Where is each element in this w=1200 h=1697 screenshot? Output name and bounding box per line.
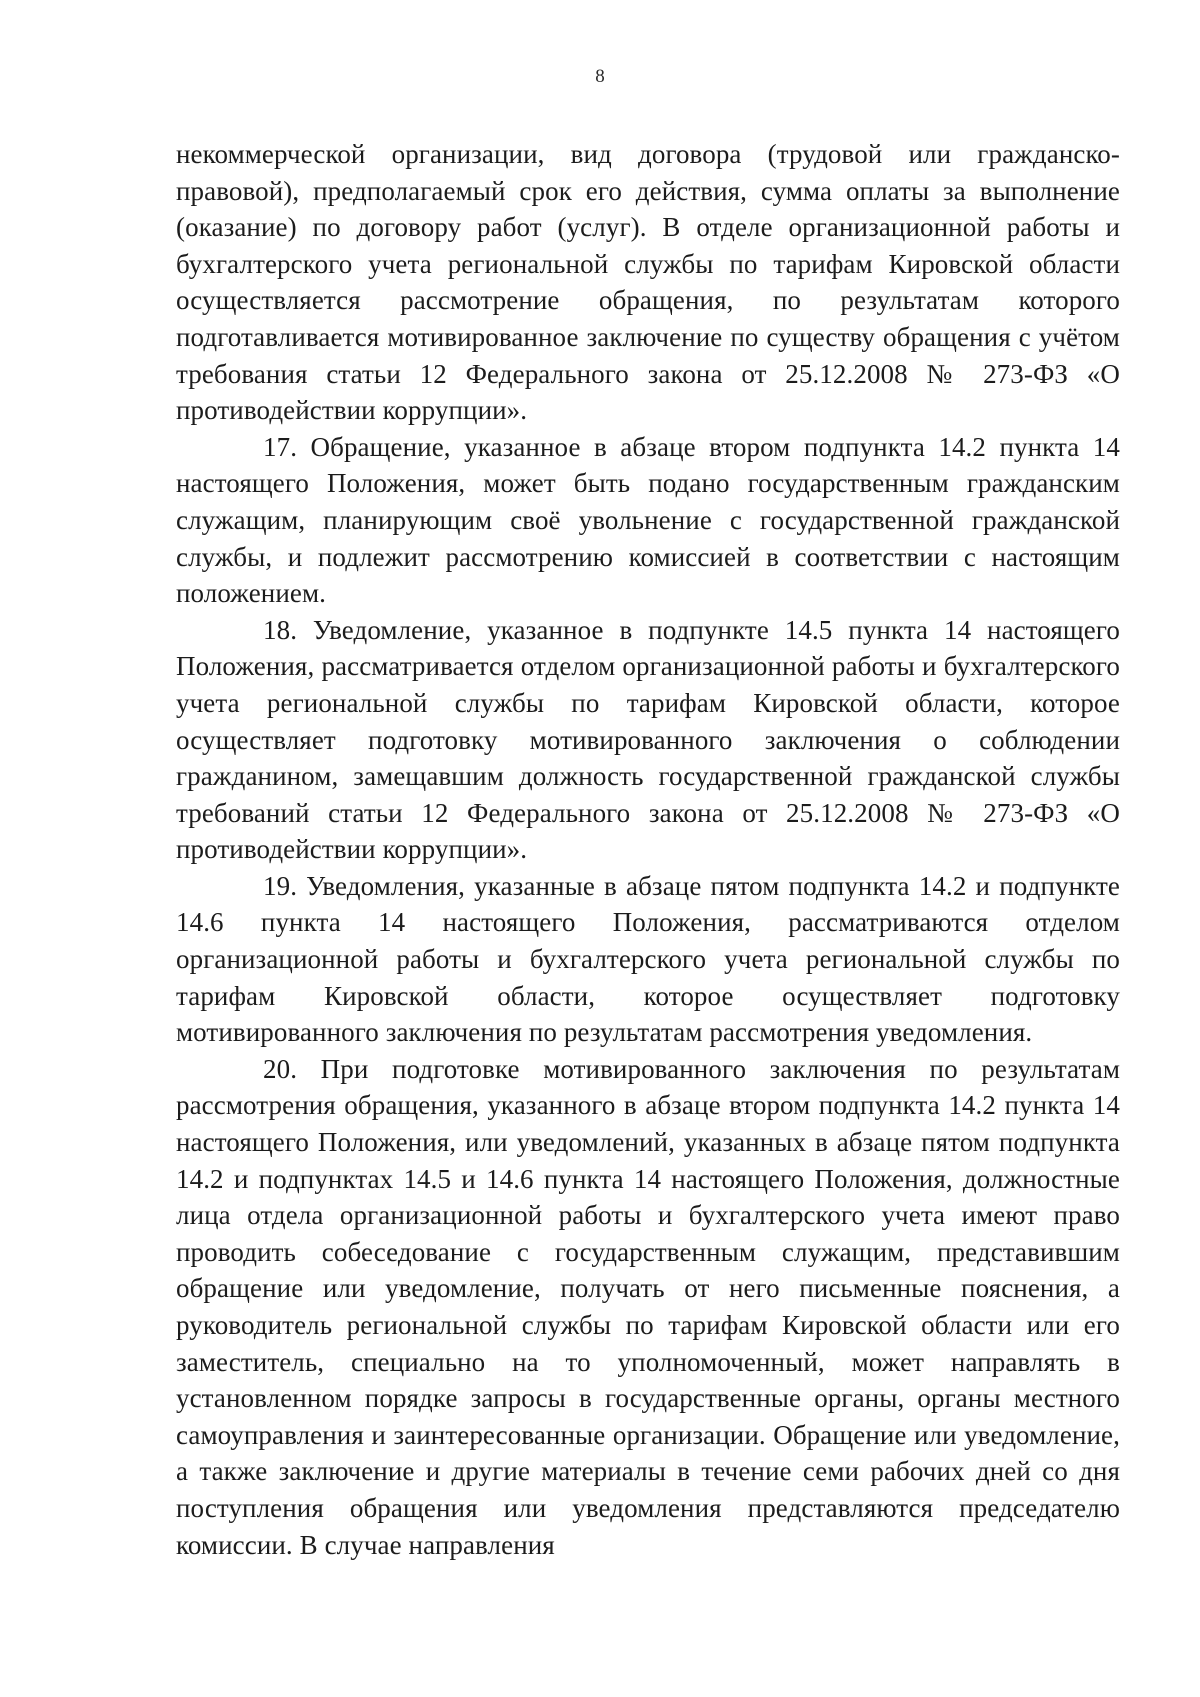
paragraph-item-18: 18. Уведомление, указанное в подпункте 14.5 пункта 14 настоящего Положения, рассматривается отделом организационной работы и бухгалтерского учета региональной службы по тарифам Кировской области, которое осуществляет подготовку мотивированного заключения о соблюдении гражданином, замещавшим должность государственной гражданской службы требований статьи 12 Федерального закона от 25.12.2008 № 273-ФЗ «О противодействии коррупции».	[176, 614, 1120, 865]
paragraph-continuation: некоммерческой организации, вид договора (трудовой или гражданско-правовой), предполагаемый срок его действия, сумма оплаты за выполнение (оказание) по договору работ (услуг). В отделе организационной работы и бухгалтерского учета региональной службы по тарифам Кировской области осуществляется рассмотрение обращения, по результатам которого подготавливается мотивированное заключение по существу обращения с учётом требования статьи 12 Федерального закона от 25.12.2008 № 273-ФЗ «О противодействии коррупции».	[176, 139, 1120, 426]
paragraph-item-17: 17. Обращение, указанное в абзаце втором подпункта 14.2 пункта 14 настоящего Положения, может быть подано государственным гражданским служащим, планирующим своё увольнение с государственной гражданской службы, и подлежит рассмотрению комиссией в соответствии с настоящим положением.	[176, 431, 1120, 609]
page-number: 8	[595, 66, 605, 87]
document-body	[176, 136, 1120, 1563]
paragraph-item-20: 20. При подготовке мотивированного заключения по результатам рассмотрения обращения, указанного в абзаце втором подпункта 14.2 пункта 14 настоящего Положения, или уведомлений, указанных в абзаце пятом подпункта 14.2 и подпунктах 14.5 и 14.6 пункта 14 настоящего Положения, должностные лица отдела организационной работы и бухгалтерского учета имеют право проводить собеседование с государственным служащим, представившим обращение или уведомление, получать от него письменные пояснения, а руководитель региональной службы по тарифам Кировской области или его заместитель, специально на то уполномоченный, может направлять в установленном порядке запросы в государственные органы, органы местного самоуправления и заинтересованные организации. Обращение или уведомление, а также заключение и другие материалы в течение семи рабочих дней со дня поступления обращения или уведомления представляются председателю комиссии. В случае направления	[176, 1053, 1120, 1560]
paragraph-item-19: 19. Уведомления, указанные в абзаце пятом подпункта 14.2 и подпункте 14.6 пункта 14 настоящего Положения, рассматриваются отделом организационной работы и бухгалтерского учета региональной службы по тарифам Кировской области, которое осуществляет подготовку мотивированного заключения по результатам рассмотрения уведомления.	[176, 870, 1120, 1048]
